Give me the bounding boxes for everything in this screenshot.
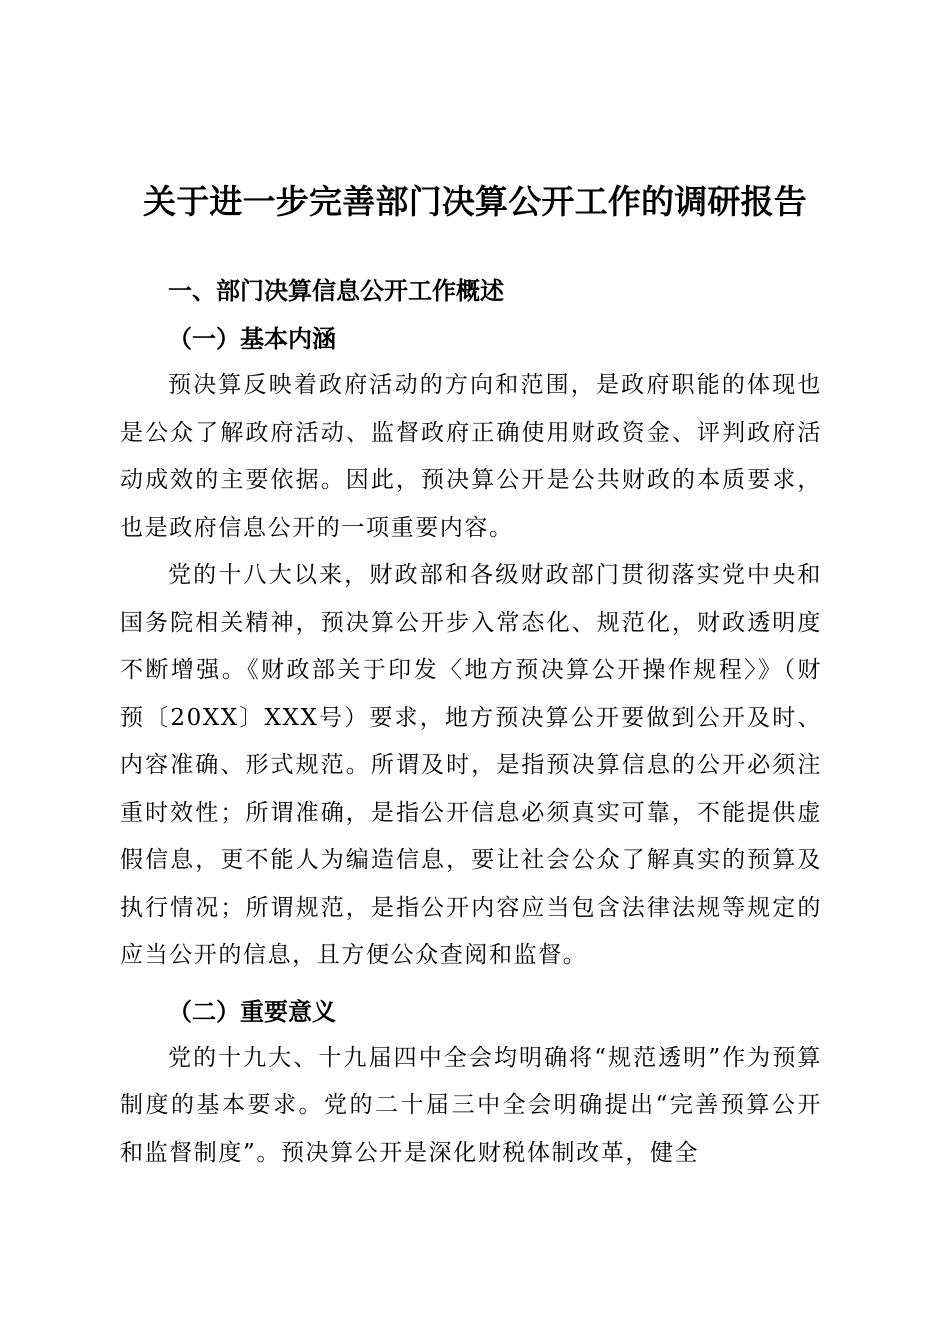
- paragraph-19th-congress: 党的十九大、十九届四中全会均明确将“规范透明”作为预算制度的基本要求。党的二十届三中全会明确提出“完善预算公开和监督制度”。预决算公开是深化财税体制改革，健全: [120, 1044, 822, 1166]
- document-title: 关于进一步完善部门决算公开工作的调研报告: [143, 182, 807, 221]
- paragraph-budget-reflects: 预决算反映着政府活动的方向和范围，是政府职能的体现也是公众了解政府活动、监督政府正确使用财政资金、评判政府活动成效的主要依据。因此，预决算公开是公共财政的本质要求，也是政府信息公开的一项重要内容。: [120, 372, 822, 541]
- section-heading-overview: 一、部门决算信息公开工作概述: [168, 277, 504, 305]
- subsection-heading-significance: （二）重要意义: [168, 996, 336, 1026]
- document-body: [120, 268, 822, 1177]
- subsection-heading-basic-meaning: （一）基本内涵: [168, 324, 336, 353]
- paragraph-since-18th-congress: 党的十八大以来，财政部和各级财政部门贯彻落实党中央和国务院相关精神，预决算公开步入常态化、规范化，财政透明度不断增强。《财政部关于印发〈地方预决算公开操作规程〉》（财预〔20XX〕XXX号）要求，地方预决算公开要做到公开及时、内容准确、形式规范。所谓及时，是指预决算信息的公开必须注重时效性；所谓准确，是指公开信息必须真实可靠，不能提供虚假信息，更不能人为编造信息，要让社会公众了解真实的预算及执行情况；所谓规范，是指公开内容应当包含法律法规等规定的应当公开的信息，且方便公众查阅和监督。: [120, 562, 822, 968]
